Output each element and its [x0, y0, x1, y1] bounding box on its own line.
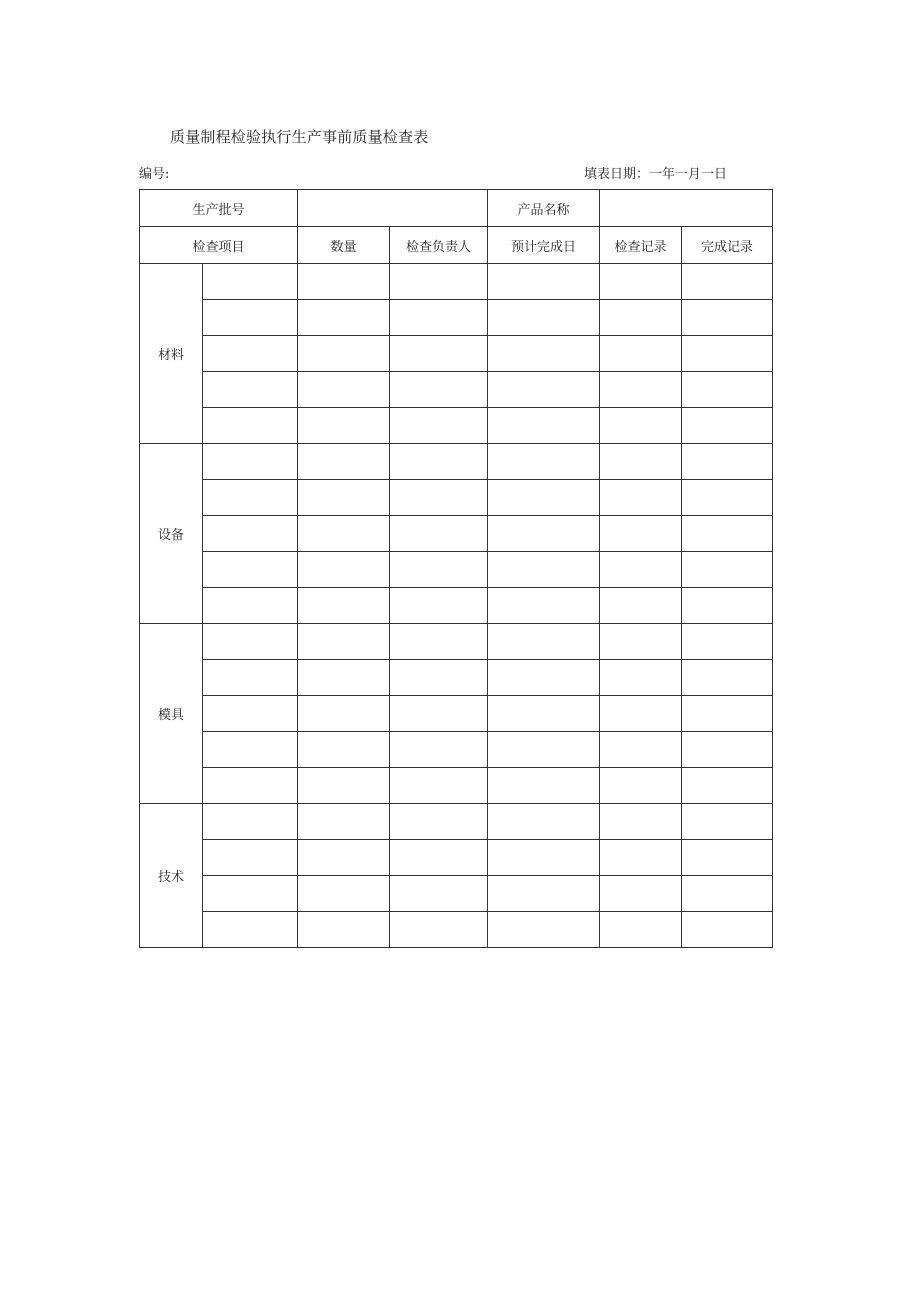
- item-cell[interactable]: [203, 552, 298, 588]
- quantity-cell[interactable]: [298, 624, 390, 660]
- planned-date-cell[interactable]: [488, 876, 600, 912]
- inspector-cell[interactable]: [390, 660, 488, 696]
- check-record-cell[interactable]: [600, 804, 682, 840]
- planned-date-cell[interactable]: [488, 804, 600, 840]
- quantity-cell[interactable]: [298, 660, 390, 696]
- category-label: 模具: [140, 624, 203, 804]
- quantity-cell[interactable]: [298, 876, 390, 912]
- done-record-cell[interactable]: [682, 516, 773, 552]
- inspector-cell[interactable]: [390, 840, 488, 876]
- done-record-cell[interactable]: [682, 444, 773, 480]
- header-planned-date: 预计完成日: [488, 227, 600, 264]
- done-record-cell[interactable]: [682, 300, 773, 336]
- inspector-cell[interactable]: [390, 372, 488, 408]
- planned-date-cell[interactable]: [488, 768, 600, 804]
- item-cell[interactable]: [203, 408, 298, 444]
- item-cell[interactable]: [203, 696, 298, 732]
- done-record-cell[interactable]: [682, 552, 773, 588]
- planned-date-cell[interactable]: [488, 840, 600, 876]
- table-row: [140, 552, 773, 588]
- planned-date-cell[interactable]: [488, 732, 600, 768]
- quantity-cell[interactable]: [298, 264, 390, 300]
- planned-date-cell[interactable]: [488, 300, 600, 336]
- done-record-cell[interactable]: [682, 876, 773, 912]
- done-record-cell[interactable]: [682, 840, 773, 876]
- check-record-cell[interactable]: [600, 768, 682, 804]
- quantity-cell[interactable]: [298, 768, 390, 804]
- planned-date-cell[interactable]: [488, 408, 600, 444]
- document-title: 质量制程检验执行生产事前质量检查表: [170, 128, 429, 146]
- inspector-cell[interactable]: [390, 696, 488, 732]
- product-name-value-cell[interactable]: [600, 190, 773, 227]
- planned-date-cell[interactable]: [488, 552, 600, 588]
- check-record-cell[interactable]: [600, 552, 682, 588]
- product-name-label: 产品名称: [488, 190, 600, 227]
- category-label: 技术: [140, 804, 203, 948]
- item-cell[interactable]: [203, 516, 298, 552]
- item-cell[interactable]: [203, 480, 298, 516]
- done-record-cell[interactable]: [682, 624, 773, 660]
- inspector-cell[interactable]: [390, 552, 488, 588]
- inspector-cell[interactable]: [390, 516, 488, 552]
- done-record-cell[interactable]: [682, 804, 773, 840]
- category-label: 材料: [140, 264, 203, 444]
- table-row: [140, 768, 773, 804]
- table-row: [140, 804, 773, 840]
- inspector-cell[interactable]: [390, 480, 488, 516]
- inspection-table: [139, 189, 773, 948]
- inspector-cell[interactable]: [390, 876, 488, 912]
- planned-date-cell[interactable]: [488, 336, 600, 372]
- quantity-cell[interactable]: [298, 912, 390, 948]
- done-record-cell[interactable]: [682, 768, 773, 804]
- item-cell[interactable]: [203, 804, 298, 840]
- table-row: [140, 912, 773, 948]
- table-row: [140, 300, 773, 336]
- planned-date-cell[interactable]: [488, 516, 600, 552]
- planned-date-cell[interactable]: [488, 444, 600, 480]
- item-cell[interactable]: [203, 840, 298, 876]
- inspector-cell[interactable]: [390, 300, 488, 336]
- table-row: [140, 480, 773, 516]
- batch-value-cell[interactable]: [298, 190, 488, 227]
- inspector-cell[interactable]: [390, 588, 488, 624]
- done-record-cell[interactable]: [682, 660, 773, 696]
- quantity-cell[interactable]: [298, 300, 390, 336]
- header-inspector: 检查负责人: [390, 227, 488, 264]
- item-cell[interactable]: [203, 768, 298, 804]
- table-row: [140, 624, 773, 660]
- item-cell[interactable]: [203, 444, 298, 480]
- inspector-cell[interactable]: [390, 408, 488, 444]
- table-row: [140, 336, 773, 372]
- check-record-cell[interactable]: [600, 732, 682, 768]
- done-record-cell[interactable]: [682, 408, 773, 444]
- quantity-cell[interactable]: [298, 696, 390, 732]
- item-cell[interactable]: [203, 300, 298, 336]
- category-label: 设备: [140, 444, 203, 624]
- inspector-cell[interactable]: [390, 336, 488, 372]
- done-record-cell[interactable]: [682, 696, 773, 732]
- inspector-cell[interactable]: [390, 624, 488, 660]
- table-row: [140, 660, 773, 696]
- item-cell[interactable]: [203, 732, 298, 768]
- table-row: [140, 444, 773, 480]
- quantity-cell[interactable]: [298, 372, 390, 408]
- planned-date-cell[interactable]: [488, 624, 600, 660]
- inspector-cell[interactable]: [390, 732, 488, 768]
- quantity-cell[interactable]: [298, 444, 390, 480]
- inspector-cell[interactable]: [390, 804, 488, 840]
- batch-row: [140, 190, 773, 227]
- quantity-cell[interactable]: [298, 804, 390, 840]
- item-cell[interactable]: [203, 660, 298, 696]
- item-cell[interactable]: [203, 372, 298, 408]
- done-record-cell[interactable]: [682, 336, 773, 372]
- quantity-cell[interactable]: [298, 480, 390, 516]
- table-row: [140, 696, 773, 732]
- quantity-cell[interactable]: [298, 336, 390, 372]
- check-record-cell[interactable]: [600, 372, 682, 408]
- item-cell[interactable]: [203, 912, 298, 948]
- inspector-cell[interactable]: [390, 264, 488, 300]
- number-label: 编号:: [139, 167, 170, 182]
- check-record-cell[interactable]: [600, 300, 682, 336]
- table-row: [140, 876, 773, 912]
- planned-date-cell[interactable]: [488, 696, 600, 732]
- table-row: [140, 372, 773, 408]
- planned-date-cell[interactable]: [488, 588, 600, 624]
- table-row: [140, 732, 773, 768]
- table-row: [140, 840, 773, 876]
- done-record-cell[interactable]: [682, 480, 773, 516]
- table-row: [140, 516, 773, 552]
- inspector-cell[interactable]: [390, 768, 488, 804]
- check-record-cell[interactable]: [600, 336, 682, 372]
- table-row: [140, 408, 773, 444]
- quantity-cell[interactable]: [298, 516, 390, 552]
- planned-date-cell[interactable]: [488, 372, 600, 408]
- check-record-cell[interactable]: [600, 840, 682, 876]
- check-record-cell[interactable]: [600, 660, 682, 696]
- quantity-cell[interactable]: [298, 408, 390, 444]
- item-cell[interactable]: [203, 876, 298, 912]
- check-record-cell[interactable]: [600, 696, 682, 732]
- check-record-cell[interactable]: [600, 516, 682, 552]
- item-cell[interactable]: [203, 624, 298, 660]
- done-record-cell[interactable]: [682, 912, 773, 948]
- done-record-cell[interactable]: [682, 372, 773, 408]
- check-record-cell[interactable]: [600, 480, 682, 516]
- quantity-cell[interactable]: [298, 732, 390, 768]
- done-record-cell[interactable]: [682, 588, 773, 624]
- item-cell[interactable]: [203, 264, 298, 300]
- header-check-item: 检查项目: [140, 227, 298, 264]
- check-record-cell[interactable]: [600, 408, 682, 444]
- quantity-cell[interactable]: [298, 552, 390, 588]
- done-record-cell[interactable]: [682, 264, 773, 300]
- inspector-cell[interactable]: [390, 912, 488, 948]
- planned-date-cell[interactable]: [488, 264, 600, 300]
- batch-label: 生产批号: [140, 190, 298, 227]
- inspector-cell[interactable]: [390, 444, 488, 480]
- check-record-cell[interactable]: [600, 912, 682, 948]
- header-quantity: 数量: [298, 227, 390, 264]
- quantity-cell[interactable]: [298, 840, 390, 876]
- done-record-cell[interactable]: [682, 732, 773, 768]
- header-done-record: 完成记录: [682, 227, 773, 264]
- check-record-cell[interactable]: [600, 876, 682, 912]
- item-cell[interactable]: [203, 588, 298, 624]
- check-record-cell[interactable]: [600, 624, 682, 660]
- fill-date-label: 填表日期：一年一月一日: [584, 167, 728, 182]
- planned-date-cell[interactable]: [488, 912, 600, 948]
- check-record-cell[interactable]: [600, 588, 682, 624]
- check-record-cell[interactable]: [600, 264, 682, 300]
- table-row: [140, 264, 773, 300]
- table-row: [140, 588, 773, 624]
- check-record-cell[interactable]: [600, 444, 682, 480]
- column-header-row: [140, 227, 773, 264]
- planned-date-cell[interactable]: [488, 480, 600, 516]
- header-check-record: 检查记录: [600, 227, 682, 264]
- item-cell[interactable]: [203, 336, 298, 372]
- quantity-cell[interactable]: [298, 588, 390, 624]
- planned-date-cell[interactable]: [488, 660, 600, 696]
